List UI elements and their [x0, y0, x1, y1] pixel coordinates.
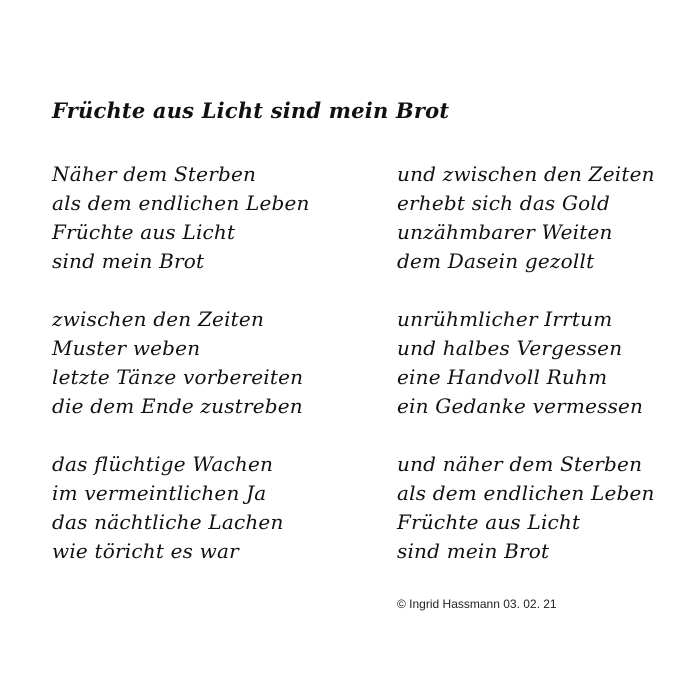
poem-line: dem Dasein gezollt — [397, 249, 595, 273]
poem-line: erhebt sich das Gold — [397, 191, 610, 215]
stanza-3 — [52, 450, 310, 566]
poem-line: Früchte aus Licht — [52, 220, 236, 244]
poem-title: Früchte aus Licht sind mein Brot — [52, 98, 450, 123]
poem-line: ein Gedanke vermessen — [397, 394, 644, 418]
stanza-5 — [397, 305, 655, 421]
poem-line: als dem endlichen Leben — [52, 191, 310, 215]
poem-line: Muster weben — [52, 336, 201, 360]
stanza-6 — [397, 450, 655, 566]
poem-line: sind mein Brot — [397, 539, 550, 563]
poem-line: zwischen den Zeiten — [52, 307, 265, 331]
copyright-notice: © Ingrid Hassmann 03. 02. 21 — [397, 597, 557, 611]
poem-line: und näher dem Sterben — [397, 452, 643, 476]
poem-column-right — [397, 160, 655, 595]
poem-line: das nächtliche Lachen — [52, 510, 284, 534]
poem-line: und zwischen den Zeiten — [397, 162, 655, 186]
poem-line: die dem Ende zustreben — [52, 394, 303, 418]
poem-line: unrühmlicher Irrtum — [397, 307, 613, 331]
stanza-1 — [52, 160, 310, 276]
poem-line: Früchte aus Licht — [397, 510, 581, 534]
poem-line: das flüchtige Wachen — [52, 452, 274, 476]
poem-column-left — [52, 160, 310, 595]
poem-line: im vermeintlichen Ja — [52, 481, 267, 505]
poem-line: Näher dem Sterben — [52, 162, 257, 186]
poem-line: sind mein Brot — [52, 249, 205, 273]
poem-line: unzähmbarer Weiten — [397, 220, 613, 244]
stanza-4 — [397, 160, 655, 276]
poem-line: wie töricht es war — [52, 539, 239, 563]
poem-line: als dem endlichen Leben — [397, 481, 655, 505]
poem-line: und halbes Vergessen — [397, 336, 623, 360]
stanza-2 — [52, 305, 310, 421]
poem-line: eine Handvoll Ruhm — [397, 365, 608, 389]
poem-line: letzte Tänze vorbereiten — [52, 365, 304, 389]
